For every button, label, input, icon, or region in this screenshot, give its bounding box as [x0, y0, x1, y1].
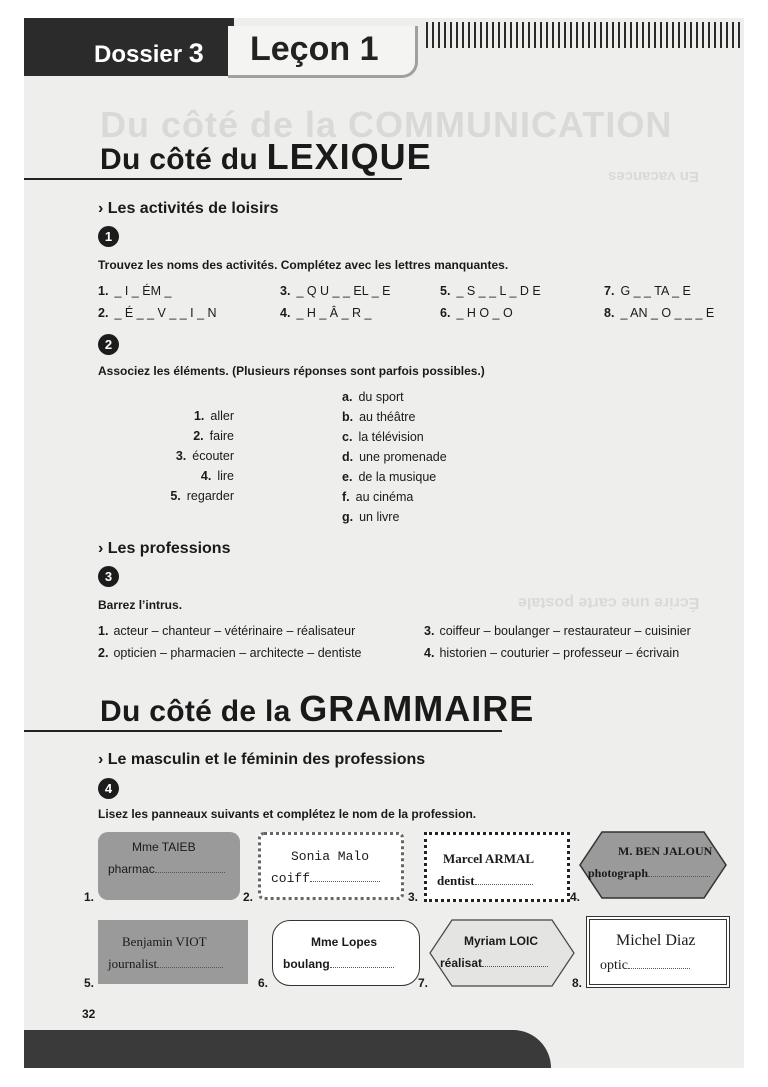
intrus-3: 3. coiffeur – boulanger – restaurateur – cuisinier: [424, 624, 691, 638]
word-3: 3. _ Q U _ _ EL _ E: [280, 284, 391, 298]
sign-7-number: 7.: [418, 976, 429, 990]
background-vacances-text: En vacances: [608, 168, 699, 185]
sign-3-plate: [424, 832, 570, 902]
complement-d: d. une promenade: [342, 450, 447, 464]
lecon-title: Leçon 1: [250, 30, 379, 68]
grammaire-subtitle: › Le masculin et le féminin des professions: [98, 751, 426, 768]
verb-5: 5. regarder: [170, 489, 234, 503]
page-number: 32: [82, 1007, 96, 1021]
word-7: 7. G _ _ TA _ E: [604, 284, 691, 298]
sign-7-plate: [428, 918, 576, 988]
intrus-2: 2. opticien – pharmacien – architecte – dentiste: [98, 646, 362, 660]
sign-6-profession: boulang: [283, 957, 394, 971]
sign-1-profession: pharmac: [108, 862, 225, 876]
exercise-1-number: 1: [98, 226, 119, 247]
background-communication-text: Du côté de la COMMUNICATION: [100, 104, 673, 145]
footer-dark-band: [24, 1030, 551, 1068]
complement-c: c. la télévision: [342, 430, 424, 444]
verb-1: 1. aller: [193, 409, 234, 423]
exercise-1-instruction: Trouvez les noms des activités. Complétez avec les lettres manquantes.: [98, 258, 509, 272]
word-8: 8. _ AN _ O _ _ _ E: [604, 306, 715, 320]
sign-4-number: 4.: [570, 890, 581, 904]
exercise-2-instruction: Associez les éléments. (Plusieurs réponses sont parfois possibles.): [98, 364, 485, 378]
dossier-label: Dossier 3: [94, 38, 204, 68]
sign-1-name: Mme TAIEB: [132, 840, 196, 854]
verb-2: 2. faire: [193, 429, 234, 443]
word-5: 5. _ S _ _ L _ D E: [440, 284, 541, 298]
word-1: 1. _ I _ ÉM _: [98, 284, 172, 298]
sign-8-name: Michel Diaz: [616, 932, 696, 949]
sign-8-profession: optic: [600, 958, 690, 974]
header-barcode: [426, 22, 744, 48]
professions-subtitle: › Les professions: [98, 540, 231, 557]
intrus-4: 4. historien – couturier – professeur – écrivain: [424, 646, 680, 660]
sign-2-number: 2.: [243, 890, 254, 904]
sign-2-name: Sonia Malo: [291, 849, 370, 864]
complement-g: g. un livre: [342, 510, 400, 524]
exercise-3-number: 3: [98, 566, 119, 587]
sign-6-name: Mme Lopes: [311, 935, 378, 949]
verb-4: 4. lire: [200, 469, 234, 483]
sign-1-plate: [98, 832, 240, 900]
verb-3: 3. écouter: [175, 449, 234, 463]
grammaire-title: Du côté de la GRAMMAIRE: [100, 688, 535, 729]
word-4: 4. _ H _ Â _ R _: [280, 306, 372, 320]
sign-6-plate: [272, 920, 420, 986]
complement-e: e. de la musique: [342, 470, 437, 484]
sign-5-number: 5.: [84, 976, 95, 990]
sign-8-plate: [586, 916, 730, 988]
sign-5-name: Benjamin VIOT: [122, 934, 207, 949]
sign-5-profession: journalist: [108, 956, 223, 972]
exercise-4-number: 4: [98, 778, 119, 799]
sign-1-number: 1.: [84, 890, 95, 904]
sign-3-profession: dentist: [437, 873, 533, 889]
exercise-2-number: 2: [98, 334, 119, 355]
sign-3-number: 3.: [408, 890, 419, 904]
sign-2-plate: [258, 832, 404, 900]
sign-8-number: 8.: [572, 976, 583, 990]
complement-a: a. du sport: [342, 390, 404, 404]
sign-7-name: Myriam LOIC: [464, 934, 539, 948]
background-carte-text: Écrire une carte postale: [518, 594, 700, 611]
sign-4-profession: photograph: [588, 866, 710, 881]
workbook-page: [24, 18, 744, 1068]
sign-4-plate: [578, 830, 728, 900]
sign-2-profession: coiff: [271, 871, 380, 886]
sign-5-plate: [98, 920, 248, 984]
complement-b: b. au théâtre: [342, 410, 416, 424]
sign-6-number: 6.: [258, 976, 269, 990]
word-6: 6. _ H O _ O: [440, 306, 513, 320]
grammaire-rule: [24, 730, 502, 732]
complement-f: f. au cinéma: [342, 490, 414, 504]
sign-7-profession: réalisat: [440, 956, 548, 970]
sign-3-name: Marcel ARMAL: [443, 851, 535, 866]
exercise-3-instruction: Barrez l’intrus.: [98, 598, 183, 612]
exercise-4-instruction: Lisez les panneaux suivants et complétez le nom de la profession.: [98, 807, 477, 821]
sign-4-name: M. BEN JALOUN: [618, 844, 713, 858]
lexique-title: Du côté du LEXIQUE: [100, 136, 432, 177]
intrus-1: 1. acteur – chanteur – vétérinaire – réalisateur: [98, 624, 356, 638]
word-2: 2. _ É _ _ V _ _ I _ N: [98, 306, 217, 320]
lexique-rule: [24, 178, 402, 180]
loisirs-subtitle: › Les activités de loisirs: [98, 200, 279, 217]
